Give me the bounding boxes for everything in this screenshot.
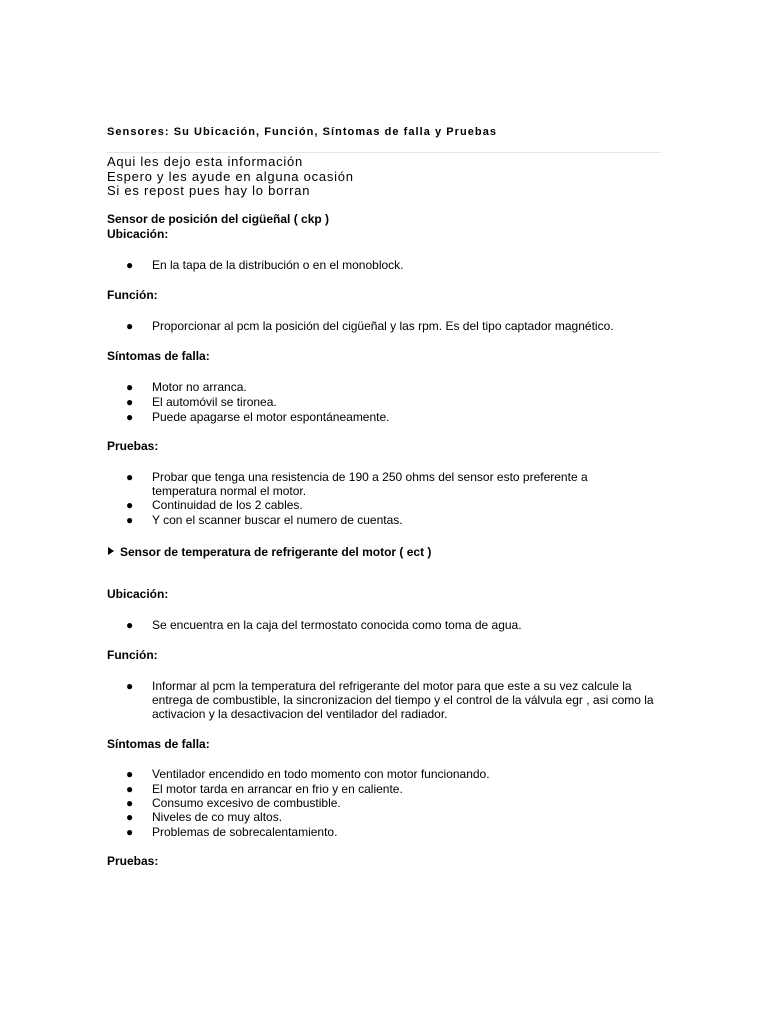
funcion-label: Función: <box>107 648 158 662</box>
section-heading-ckp: Sensor de posición del cigüeñal ( ckp ) <box>107 212 330 226</box>
bullet-icon: ● <box>126 767 134 781</box>
list-item-text: Problemas de sobrecalentamiento. <box>152 825 338 839</box>
list-item <box>126 679 666 721</box>
sintomas-label: Síntomas de falla: <box>107 737 210 751</box>
pruebas-label: Pruebas: <box>107 854 159 868</box>
list-item <box>126 470 666 498</box>
bullet-icon: ● <box>126 410 134 424</box>
funcion-label: Función: <box>107 288 158 302</box>
list-item-text: El motor tarda en arrancar en frio y en caliente. <box>152 782 403 796</box>
bullet-icon: ● <box>126 319 134 333</box>
list-item-text: El automóvil se tironea. <box>152 395 277 409</box>
bullet-icon: ● <box>126 825 134 839</box>
section-heading-ect: Sensor de temperatura de refrigerante del motor ( ect ) <box>120 545 432 559</box>
bullet-icon: ● <box>126 258 134 272</box>
list-item-text: Motor no arranca. <box>152 380 247 394</box>
list-item-text: En la tapa de la distribución o en el monoblock. <box>152 258 404 272</box>
bullet-icon: ● <box>126 618 134 632</box>
triangle-bullet-icon <box>108 547 114 555</box>
pruebas-label: Pruebas: <box>107 439 159 453</box>
ubicacion-label: Ubicación: <box>107 587 169 601</box>
sintomas-label: Síntomas de falla: <box>107 349 210 363</box>
list-item-text: Informar al pcm la temperatura del refrigerante del motor para que este a su vez calcule la entrega de combustible, la sincronizacion del tiempo y el control de la válvula egr , asi como la activacion y la desactivacion del ventilador del radiador. <box>152 679 654 721</box>
title-divider <box>107 152 661 153</box>
bullet-icon: ● <box>126 782 134 796</box>
intro-paragraph <box>107 155 354 199</box>
ubicacion-label: Ubicación: <box>107 227 169 241</box>
list-item-text: Y con el scanner buscar el numero de cuentas. <box>152 513 403 527</box>
bullet-icon: ● <box>126 380 134 394</box>
bullet-icon: ● <box>126 395 134 409</box>
list-item-text: Consumo excesivo de combustible. <box>152 796 341 810</box>
intro-line: Aqui les dejo esta información <box>107 154 303 169</box>
bullet-icon: ● <box>126 498 134 512</box>
list-item-text: Continuidad de los 2 cables. <box>152 498 303 512</box>
list-item-text: Niveles de co muy altos. <box>152 810 283 824</box>
bullet-icon: ● <box>126 810 134 824</box>
bullet-icon: ● <box>126 470 134 484</box>
intro-line: Si es repost pues hay lo borran <box>107 183 311 199</box>
document-title: Sensores: Su Ubicación, Función, Síntomas de falla y Pruebas <box>107 126 498 138</box>
intro-line: Espero y les ayude en alguna ocasión <box>107 168 354 184</box>
bullet-icon: ● <box>126 796 134 810</box>
bullet-icon: ● <box>126 513 134 527</box>
list-item-text: Ventilador encendido en todo momento con motor funcionando. <box>152 767 490 781</box>
list-item-text: Probar que tenga una resistencia de 190 a 250 ohms del sensor esto preferente a temperatura normal el motor. <box>152 470 588 498</box>
bullet-icon: ● <box>126 679 134 693</box>
list-item-text: Se encuentra en la caja del termostato conocida como toma de agua. <box>152 618 522 632</box>
list-item-text: Puede apagarse el motor espontáneamente. <box>152 410 390 424</box>
list-item-text: Proporcionar al pcm la posición del cigüeñal y las rpm. Es del tipo captador magnético. <box>152 319 614 333</box>
